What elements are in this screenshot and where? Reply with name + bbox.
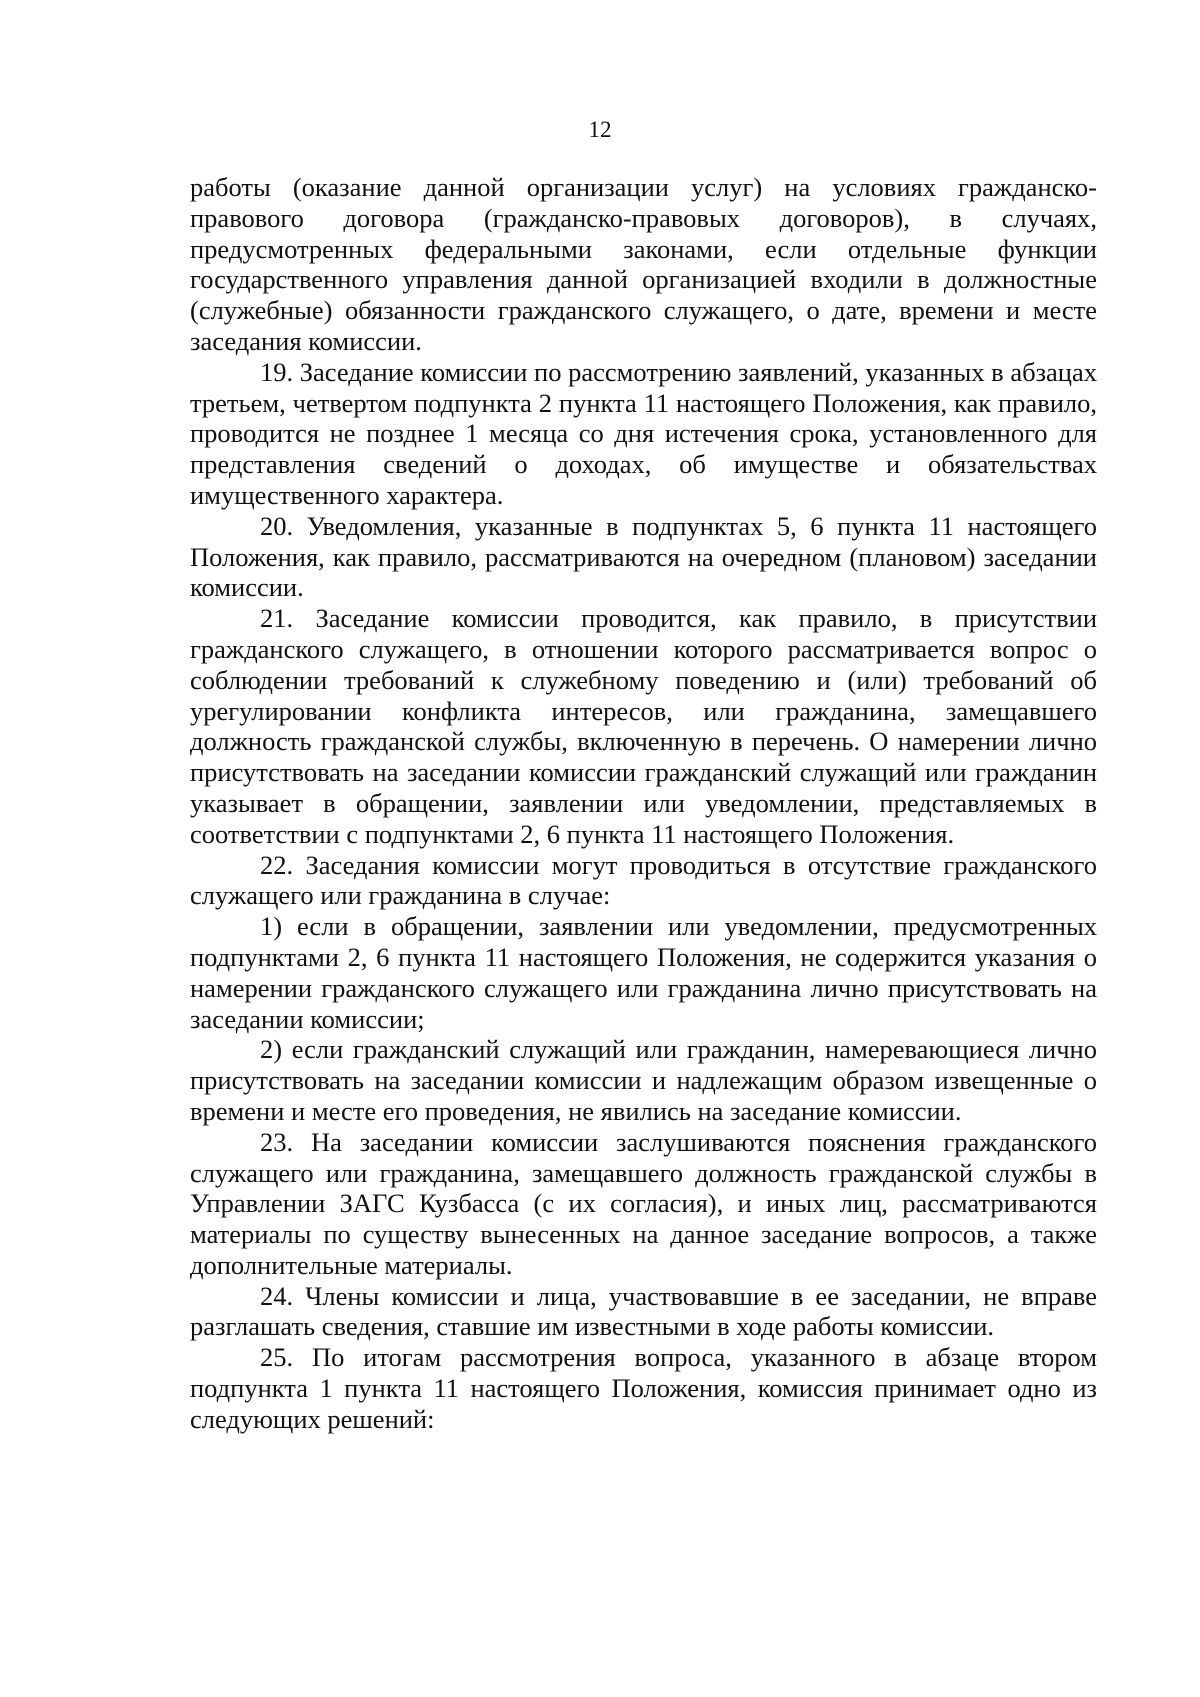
paragraph-24: 24. Члены комиссии и лица, участвовавшие в ее заседании, не вправе разглашать сведения, ставшие им известными в ходе работы комиссии. xyxy=(190,1280,1097,1342)
paragraph-19: 19. Заседание комиссии по рассмотрению заявлений, указанных в абзацах третьем, четвертом подпункта 2 пункта 11 настоящего Положения, как правило, проводится не позднее 1 месяца со дня истечения срока, установленного для представления сведений о доходах, об имуществе и обязательствах имущественного характера. xyxy=(190,356,1097,510)
paragraph-continuation: работы (оказание данной организации услуг) на условиях гражданско-правового договора (гражданско-правовых договоров), в случаях, предусмотренных федеральными законами, если отдельные функции государственного управления данной организацией входили в должностные (служебные) обязанности гражданского служащего, о дате, времени и месте заседания комиссии. xyxy=(190,172,1097,356)
document-body xyxy=(190,172,1097,1435)
paragraph-21: 21. Заседание комиссии проводится, как правило, в присутствии гражданского служащего, в отношении которого рассматривается вопрос о соблюдении требований к служебному поведению и (или) требований об урегулировании конфликта интересов, или гражданина, замещавшего должность гражданской службы, включенную в перечень. О намерении лично присутствовать на заседании комиссии гражданский служащий или гражданин указывает в обращении, заявлении или уведомлении, представляемых в соответствии с подпунктами 2, 6 пункта 11 настоящего Положения. xyxy=(190,603,1097,849)
paragraph-23: 23. На заседании комиссии заслушиваются пояснения гражданского служащего или гражданина, замещавшего должность гражданской службы в Управлении ЗАГС Кузбасса (с их согласия), и иных лиц, рассматриваются материалы по существу вынесенных на данное заседание вопросов, а также дополнительные материалы. xyxy=(190,1126,1097,1280)
paragraph-20: 20. Уведомления, указанные в подпунктах 5, 6 пункта 11 настоящего Положения, как правило, рассматриваются на очередном (плановом) заседании комиссии. xyxy=(190,510,1097,603)
paragraph-22-item-1: 1) если в обращении, заявлении или уведомлении, предусмотренных подпунктами 2, 6 пункта 11 настоящего Положения, не содержится указания о намерении гражданского служащего или гражданина лично присутствовать на заседании комиссии; xyxy=(190,911,1097,1034)
paragraph-22-item-2: 2) если гражданский служащий или гражданин, намеревающиеся лично присутствовать на заседании комиссии и надлежащим образом извещенные о времени и месте его проведения, не явились на заседание комиссии. xyxy=(190,1034,1097,1126)
page-number: 12 xyxy=(588,117,612,142)
paragraph-22: 22. Заседания комиссии могут проводиться в отсутствие гражданского служащего или гражданина в случае: xyxy=(190,849,1097,911)
paragraph-25: 25. По итогам рассмотрения вопроса, указанного в абзаце втором подпункта 1 пункта 11 настоящего Положения, комиссия принимает одно из следующих решений: xyxy=(190,1342,1097,1434)
